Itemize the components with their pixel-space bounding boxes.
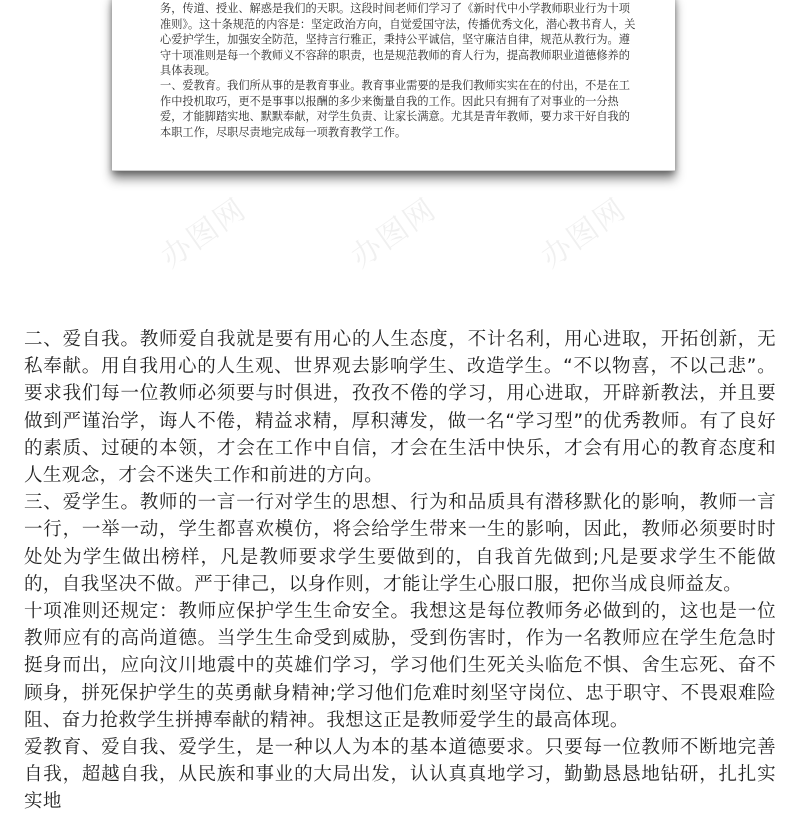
preview-paragraph-love-education: 一、爱教育。我们所从事的是教育事业。教育事业需要的是我们教师实实在在的付出，不是在工作中投机取巧，更不是事事以报酬的多少来衡量自我的工作。因此只有拥有了对事业的一分热爱，才能脚踏实地、默默奉献，对学生负责、让家长满意。尤其是青年教师，要力求干好自我的本职工作，尽职尽责地完成每一项教育教学工作。: [160, 79, 630, 139]
article-body: [24, 326, 776, 816]
paragraph-ten-rules: 十项准则还规定：教师应保护学生生命安全。我想这是每位教师务必做到的，这也是一位教师应有的高尚道德。当学生生命受到威胁，受到伤害时，作为一名教师应在学生危急时挺身而出，应向汶川地震中的英雄们学习，学习他们生死关头临危不惧、舍生忘死、奋不顾身，拼死保护学生的英勇献身精神;学习他们危难时刻坚守岗位、忠于职守、不畏艰难险阻、奋力抢救学生拼搏奉献的精神。我想这正是教师爱学生的最高体现。: [24, 601, 776, 731]
paragraph-love-students: 三、爱学生。教师的一言一行对学生的思想、行为和品质具有潜移默化的影响，教师一言一行，一举一动，学生都喜欢模仿，将会给学生带来一生的影响，因此，教师必须要时时处处为学生做出榜样，凡是教师要求学生要做到的，自我首先做到;凡是要求学生不能做的，自我坚决不做。严于律己，以身作则，才能让学生心服口服，把你当成良师益友。: [24, 492, 776, 595]
watermark: 办图网: [534, 191, 634, 276]
watermark: 办图网: [344, 191, 444, 276]
paragraph-love-self: 二、爱自我。教师爱自我就是要有用心的人生态度，不计名利，用心进取，开拓创新，无私奉献。用自我用心的人生观、世界观去影响学生、改造学生。“不以物喜，不以己悲”。要求我们每一位教师必须要与时俱进，孜孜不倦的学习，用心进取，开辟新教法，并且要做到严谨治学，诲人不倦，精益求精，厚积薄发，做一名“学习型”的优秀教师。有了良好的素质、过硬的本领，才会在工作中自信，才会在生活中快乐，才会有用心的教育态度和人生观念，才会不迷失工作和前进的方向。: [24, 329, 776, 487]
document-preview-card: [112, 0, 675, 171]
document-preview-text: [160, 0, 641, 140]
watermark: 办图网: [154, 191, 254, 276]
preview-paragraph-intro: 务，传道、授业、解惑是我们的天职。这段时间老师们学习了《新时代中小学教师职业行为十项准则》。这十条规范的内容是：坚定政治方向，自觉爱国守法，传播优秀文化，潜心教书育人，关心爱护学生，加强安全防范，坚持言行雅正，秉持公平诚信，坚守廉洁自律，规范从教行为。遵守十项准则是每一个教师义不容辞的职责，也是规范教师的育人行为，提高教师职业道德修养的具体表现。: [160, 2, 636, 78]
paragraph-conclusion: 爱教育、爱自我、爱学生，是一种以人为本的基本道德要求。只要每一位教师不断地完善自我，超越自我，从民族和事业的大局出发，认认真真地学习，勤勤恳恳地钻研，扎扎实实地: [24, 737, 776, 813]
